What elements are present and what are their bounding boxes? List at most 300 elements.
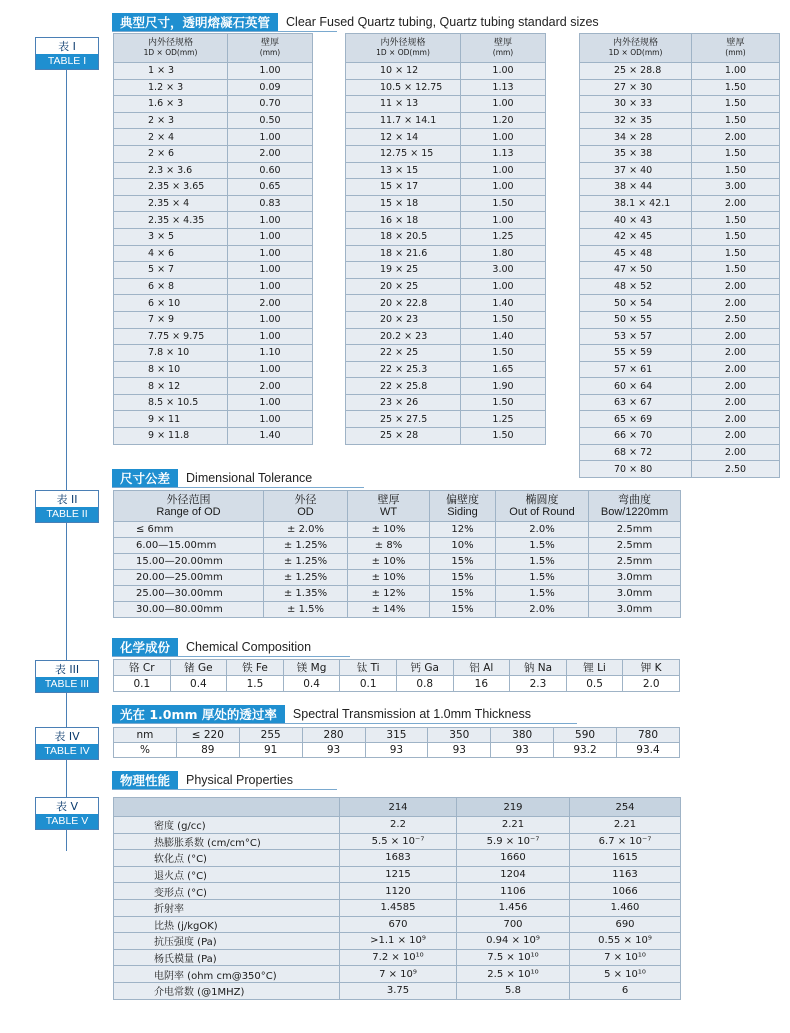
table-row xyxy=(114,212,313,229)
property-name-cell: 热膨胀系数 (cm/cm°C) xyxy=(114,833,340,850)
size-cell: 20.2 × 23 xyxy=(346,328,461,345)
wall-thickness-cell: 0.50 xyxy=(228,112,313,129)
size-cell: 10.5 × 12.75 xyxy=(346,79,461,96)
section-5-title-en: Physical Properties xyxy=(186,773,294,787)
section-5-title xyxy=(112,770,293,790)
table-row xyxy=(114,522,681,538)
section-5-underline xyxy=(112,789,337,790)
element-name-cell: 钾 K xyxy=(623,660,680,676)
size-cell: 23 × 26 xyxy=(346,394,461,411)
table-row xyxy=(580,394,780,411)
transmission-cell: 93.2 xyxy=(554,743,617,758)
size-cell: 7.8 × 10 xyxy=(114,345,228,362)
wall-thickness-cell: 1.50 xyxy=(692,162,780,179)
wall-thickness-cell: 2.00 xyxy=(692,428,780,445)
wall-thickness-cell: 1.90 xyxy=(461,378,546,395)
header-en: OD xyxy=(297,506,314,518)
wall-thickness-cell: 1.65 xyxy=(461,361,546,378)
wavelength-cell: 590 xyxy=(554,728,617,743)
badge-table-3 xyxy=(35,660,99,693)
property-value-cell: 1.456 xyxy=(457,899,570,916)
wall-thickness-cell: 2.00 xyxy=(692,411,780,428)
wall-thickness-cell: 1.13 xyxy=(461,79,546,96)
table-row xyxy=(346,311,546,328)
table-3-chemical xyxy=(113,659,680,692)
property-value-cell: 2.21 xyxy=(570,817,681,834)
element-value-cell: 0.1 xyxy=(114,676,171,692)
size-cell: 2 × 4 xyxy=(114,129,228,146)
table-row xyxy=(114,195,313,212)
tolerance-cell: 20.00—25.00mm xyxy=(114,570,264,586)
wall-thickness-cell: 1.50 xyxy=(692,96,780,113)
property-name-cell: 比热 (j/kgOK) xyxy=(114,916,340,933)
size-cell: 19 × 25 xyxy=(346,262,461,279)
table-row xyxy=(346,96,546,113)
wall-thickness-cell: 1.00 xyxy=(461,179,546,196)
table-row xyxy=(114,411,313,428)
wavelength-cell: 255 xyxy=(239,728,302,743)
element-name-cell: 铁 Fe xyxy=(227,660,284,676)
wall-thickness-cell: 1.00 xyxy=(228,328,313,345)
tolerance-cell: ± 1.25% xyxy=(264,554,348,570)
table-row xyxy=(580,278,780,295)
wall-thickness-cell: 0.09 xyxy=(228,79,313,96)
size-cell: 40 × 43 xyxy=(580,212,692,229)
size-cell: 15 × 18 xyxy=(346,195,461,212)
tolerance-header xyxy=(114,491,264,522)
property-value-cell: 7 × 10¹⁰ xyxy=(570,949,681,966)
property-name-cell: 电阴率 (ohm cm@350°C) xyxy=(114,966,340,983)
table-row xyxy=(346,195,546,212)
table-5-physical xyxy=(113,797,681,1000)
size-cell: 7.75 × 9.75 xyxy=(114,328,228,345)
table-row xyxy=(580,179,780,196)
wall-thickness-cell: 0.83 xyxy=(228,195,313,212)
table-row xyxy=(114,602,681,618)
table-row xyxy=(114,899,681,916)
tolerance-cell: ± 1.25% xyxy=(264,538,348,554)
property-value-cell: 5.5 × 10⁻⁷ xyxy=(340,833,457,850)
property-value-cell: 1.460 xyxy=(570,899,681,916)
property-value-cell: 5.8 xyxy=(457,982,570,999)
wall-thickness-cell: 1.00 xyxy=(228,212,313,229)
badge-table-3-cn: 表 III xyxy=(54,663,80,676)
transmission-cell: 93.4 xyxy=(617,743,680,758)
table-row xyxy=(346,262,546,279)
size-cell: 12 × 14 xyxy=(346,129,461,146)
element-name-cell: 钠 Na xyxy=(510,660,567,676)
badge-table-4 xyxy=(35,727,99,760)
size-cell: 2 × 6 xyxy=(114,145,228,162)
property-value-cell: 670 xyxy=(340,916,457,933)
table-row xyxy=(346,212,546,229)
size-cell: 12.75 × 15 xyxy=(346,145,461,162)
size-cell: 8.5 × 10.5 xyxy=(114,394,228,411)
size-cell: 1 × 3 xyxy=(114,63,228,80)
table-row xyxy=(346,145,546,162)
table-row xyxy=(114,966,681,983)
property-name-cell: 抗压强度 (Pa) xyxy=(114,933,340,950)
section-3-title-cn: 化学成份 xyxy=(112,638,178,657)
size-cell: 22 × 25.3 xyxy=(346,361,461,378)
table-row xyxy=(580,411,780,428)
table-row xyxy=(114,554,681,570)
tolerance-cell: ± 10% xyxy=(348,522,430,538)
wavelength-cell: 280 xyxy=(302,728,365,743)
badge-table-4-cn: 表 IV xyxy=(54,730,80,743)
wall-thickness-cell: 1.00 xyxy=(461,278,546,295)
badge-table-5-en: TABLE V xyxy=(36,814,98,829)
grade-header-cell: 219 xyxy=(457,798,570,817)
wall-thickness-cell: 1.40 xyxy=(461,295,546,312)
header-cn: 壁厚 xyxy=(377,493,400,506)
wall-thickness-cell: 1.50 xyxy=(461,345,546,362)
header-cn: 偏壁度 xyxy=(446,493,479,506)
wall-thickness-cell: 1.00 xyxy=(692,63,780,80)
tolerance-cell: 3.0mm xyxy=(589,586,681,602)
property-value-cell: 2.5 × 10¹⁰ xyxy=(457,966,570,983)
table-row xyxy=(346,245,546,262)
property-value-cell: 1066 xyxy=(570,883,681,900)
table-row xyxy=(114,145,313,162)
property-value-cell: 6 xyxy=(570,982,681,999)
wall-thickness-cell: 2.00 xyxy=(692,278,780,295)
property-value-cell: 1660 xyxy=(457,850,570,867)
table-row xyxy=(114,96,313,113)
tolerance-cell: 1.5% xyxy=(496,538,589,554)
wall-thickness-cell: 2.00 xyxy=(692,378,780,395)
size-cell: 66 × 70 xyxy=(580,428,692,445)
tolerance-cell: ± 1.25% xyxy=(264,570,348,586)
size-cell: 37 × 40 xyxy=(580,162,692,179)
table-row xyxy=(346,129,546,146)
tolerance-cell: 1.5% xyxy=(496,554,589,570)
element-name-cell: 锂 Li xyxy=(566,660,623,676)
tolerance-header xyxy=(430,491,496,522)
property-value-cell: 0.94 × 10⁹ xyxy=(457,933,570,950)
wall-thickness-cell: 1.50 xyxy=(692,212,780,229)
tolerance-cell: 12% xyxy=(430,522,496,538)
size-cell: 16 × 18 xyxy=(346,212,461,229)
table-row xyxy=(580,311,780,328)
element-value-cell: 2.3 xyxy=(510,676,567,692)
tolerance-header xyxy=(264,491,348,522)
table-row xyxy=(580,378,780,395)
wall-thickness-cell: 1.00 xyxy=(461,212,546,229)
size-cell: 7 × 9 xyxy=(114,311,228,328)
size-cell: 25 × 28.8 xyxy=(580,63,692,80)
size-cell: 63 × 67 xyxy=(580,394,692,411)
table-row xyxy=(346,112,546,129)
header-en: Bow/1220mm xyxy=(600,506,669,518)
wall-thickness-cell: 1.50 xyxy=(692,112,780,129)
tolerance-cell: ± 14% xyxy=(348,602,430,618)
table-row xyxy=(580,262,780,279)
table-row xyxy=(346,345,546,362)
property-value-cell: 700 xyxy=(457,916,570,933)
size-cell: 11.7 × 14.1 xyxy=(346,112,461,129)
wall-thickness-cell: 2.00 xyxy=(692,361,780,378)
wall-thickness-cell: 1.20 xyxy=(461,112,546,129)
size-cell: 18 × 21.6 xyxy=(346,245,461,262)
property-name-cell: 介电常数 (@1MHZ) xyxy=(114,982,340,999)
wavelength-cell: nm xyxy=(114,728,177,743)
size-cell: 20 × 22.8 xyxy=(346,295,461,312)
table-row xyxy=(114,949,681,966)
table-row xyxy=(346,179,546,196)
transmission-cell: % xyxy=(114,743,177,758)
tolerance-header xyxy=(496,491,589,522)
size-cell: 57 × 61 xyxy=(580,361,692,378)
property-name-cell: 退火点 (°C) xyxy=(114,866,340,883)
transmission-cell: 93 xyxy=(491,743,554,758)
table-row xyxy=(580,295,780,312)
table-row xyxy=(346,228,546,245)
wall-thickness-cell: 1.00 xyxy=(228,394,313,411)
size-cell: 10 × 12 xyxy=(346,63,461,80)
table-row xyxy=(346,63,546,80)
wall-thickness-cell: 1.13 xyxy=(461,145,546,162)
wall-thickness-cell: 2.00 xyxy=(692,195,780,212)
tolerance-cell: 30.00—80.00mm xyxy=(114,602,264,618)
table-row xyxy=(580,63,780,80)
table-row xyxy=(580,212,780,229)
size-cell: 20 × 23 xyxy=(346,311,461,328)
property-value-cell: 7.2 × 10¹⁰ xyxy=(340,949,457,966)
section-4-title xyxy=(112,704,531,724)
wall-thickness-cell: 0.60 xyxy=(228,162,313,179)
property-value-cell: >1.1 × 10⁹ xyxy=(340,933,457,950)
tolerance-cell: 25.00—30.00mm xyxy=(114,586,264,602)
tolerance-cell: 1.5% xyxy=(496,586,589,602)
section-4-underline xyxy=(112,723,577,724)
wall-thickness-cell: 2.50 xyxy=(692,461,780,478)
table-row xyxy=(114,428,313,445)
table-row xyxy=(114,179,313,196)
property-value-cell: 1683 xyxy=(340,850,457,867)
tolerance-cell: 2.0% xyxy=(496,602,589,618)
size-cell: 20 × 25 xyxy=(346,278,461,295)
size-cell: 50 × 54 xyxy=(580,295,692,312)
size-cell: 2.35 × 3.65 xyxy=(114,179,228,196)
badge-table-5 xyxy=(35,797,99,830)
property-value-cell: 1163 xyxy=(570,866,681,883)
property-value-cell: 3.75 xyxy=(340,982,457,999)
wall-thickness-cell: 1.50 xyxy=(461,311,546,328)
wall-thickness-cell: 1.50 xyxy=(461,394,546,411)
badge-table-3-en: TABLE III xyxy=(36,677,98,692)
wavelength-cell: 780 xyxy=(617,728,680,743)
size-cell: 15 × 17 xyxy=(346,179,461,196)
table-1-column-2 xyxy=(345,33,546,445)
wall-thickness-cell: 2.50 xyxy=(692,311,780,328)
wall-thickness-cell: 1.10 xyxy=(228,345,313,362)
transmission-cell: 91 xyxy=(239,743,302,758)
element-name-cell: 铝 Al xyxy=(453,660,510,676)
table-row xyxy=(114,883,681,900)
property-value-cell: 1204 xyxy=(457,866,570,883)
table-row xyxy=(346,295,546,312)
section-2-underline xyxy=(112,487,364,488)
section-1-title-cn: 典型尺寸，透明熔凝石英管 xyxy=(112,13,278,32)
badge-table-1-cn: 表 I xyxy=(58,40,76,53)
tolerance-header xyxy=(348,491,430,522)
tolerance-cell: ± 12% xyxy=(348,586,430,602)
wall-thickness-cell: 1.00 xyxy=(228,245,313,262)
wavelength-cell: 315 xyxy=(365,728,428,743)
size-cell: 2.35 × 4 xyxy=(114,195,228,212)
tolerance-cell: 15% xyxy=(430,554,496,570)
wavelength-cell: ≤ 220 xyxy=(176,728,239,743)
wall-thickness-cell: 1.00 xyxy=(228,262,313,279)
element-value-cell: 2.0 xyxy=(623,676,680,692)
table-row xyxy=(114,162,313,179)
wall-thickness-cell: 2.00 xyxy=(692,394,780,411)
wall-thickness-cell: 1.50 xyxy=(461,195,546,212)
wall-thickness-cell: 1.25 xyxy=(461,411,546,428)
table-row xyxy=(114,228,313,245)
wall-thickness-cell: 2.00 xyxy=(228,145,313,162)
section-1-underline xyxy=(112,31,337,32)
wall-thickness-cell: 1.80 xyxy=(461,245,546,262)
size-cell: 53 × 57 xyxy=(580,328,692,345)
section-3-underline xyxy=(112,656,350,657)
table-row xyxy=(114,570,681,586)
wall-thickness-cell: 2.00 xyxy=(228,295,313,312)
property-value-cell: 7 × 10⁹ xyxy=(340,966,457,983)
table-row xyxy=(114,361,313,378)
tolerance-cell: 2.5mm xyxy=(589,522,681,538)
wall-thickness-cell: 2.00 xyxy=(692,345,780,362)
table-row xyxy=(346,278,546,295)
tolerance-cell: 6.00—15.00mm xyxy=(114,538,264,554)
wall-thickness-cell: 1.50 xyxy=(692,245,780,262)
table-row xyxy=(114,933,681,950)
property-header-cell xyxy=(114,798,340,817)
tolerance-cell: 3.0mm xyxy=(589,570,681,586)
table-row xyxy=(114,63,313,80)
element-name-cell: 钛 Ti xyxy=(340,660,397,676)
table-row xyxy=(114,311,313,328)
badge-table-2-en: TABLE II xyxy=(36,507,98,522)
badge-table-5-cn: 表 V xyxy=(55,800,79,813)
section-1-title-en: Clear Fused Quartz tubing, Quartz tubing standard sizes xyxy=(286,15,599,29)
table-row xyxy=(346,394,546,411)
wall-thickness-cell: 1.00 xyxy=(461,96,546,113)
grade-header-cell: 254 xyxy=(570,798,681,817)
size-cell: 1.6 × 3 xyxy=(114,96,228,113)
table-row xyxy=(580,461,780,478)
header-cn: 外径范围 xyxy=(166,493,211,506)
size-cell: 38 × 44 xyxy=(580,179,692,196)
wall-thickness-cell: 1.00 xyxy=(228,129,313,146)
table-row xyxy=(580,162,780,179)
size-cell: 6 × 8 xyxy=(114,278,228,295)
wall-thickness-cell: 1.40 xyxy=(461,328,546,345)
table-1-column-3 xyxy=(579,33,780,478)
wall-thickness-cell: 1.00 xyxy=(461,129,546,146)
header-en: Range of OD xyxy=(156,506,221,518)
table-row xyxy=(346,428,546,445)
element-value-cell: 0.4 xyxy=(170,676,227,692)
element-value-cell: 16 xyxy=(453,676,510,692)
table-1-col-2-wall-header: 壁厚 (mm) xyxy=(461,34,546,63)
tolerance-cell: 2.0% xyxy=(496,522,589,538)
size-cell: 5 × 7 xyxy=(114,262,228,279)
section-4-title-cn: 光在 1.0mm 厚处的透过率 xyxy=(112,705,285,724)
section-4-title-en: Spectral Transmission at 1.0mm Thickness xyxy=(292,707,531,721)
wall-thickness-cell: 1.50 xyxy=(692,262,780,279)
wall-thickness-cell: 3.00 xyxy=(692,179,780,196)
size-cell: 70 × 80 xyxy=(580,461,692,478)
table-row xyxy=(580,428,780,445)
size-cell: 8 × 10 xyxy=(114,361,228,378)
size-cell: 32 × 35 xyxy=(580,112,692,129)
table-row xyxy=(114,833,681,850)
wall-thickness-cell: 0.65 xyxy=(228,179,313,196)
size-cell: 55 × 59 xyxy=(580,345,692,362)
wavelength-cell: 350 xyxy=(428,728,491,743)
size-cell: 3 × 5 xyxy=(114,228,228,245)
table-1-col-1-wall-header: 壁厚 (mm) xyxy=(228,34,313,63)
size-cell: 13 × 15 xyxy=(346,162,461,179)
size-cell: 2 × 3 xyxy=(114,112,228,129)
table-1-column-1 xyxy=(113,33,313,445)
header-en: WT xyxy=(379,506,398,518)
wall-thickness-cell: 1.00 xyxy=(228,228,313,245)
table-row xyxy=(114,394,313,411)
size-cell: 8 × 12 xyxy=(114,378,228,395)
header-en: Out of Round xyxy=(509,506,575,518)
header-en: Siding xyxy=(447,506,478,518)
badge-table-1 xyxy=(35,37,99,70)
wall-thickness-cell: 2.00 xyxy=(692,295,780,312)
element-value-cell: 0.4 xyxy=(283,676,340,692)
size-cell: 2.35 × 4.35 xyxy=(114,212,228,229)
element-value-cell: 0.5 xyxy=(566,676,623,692)
table-row xyxy=(114,982,681,999)
tolerance-cell: 2.5mm xyxy=(589,554,681,570)
property-value-cell: 5 × 10¹⁰ xyxy=(570,966,681,983)
wall-thickness-cell: 1.00 xyxy=(461,162,546,179)
table-row xyxy=(346,411,546,428)
property-value-cell: 690 xyxy=(570,916,681,933)
table-row xyxy=(114,866,681,883)
size-cell: 68 × 72 xyxy=(580,444,692,461)
size-cell: 60 × 64 xyxy=(580,378,692,395)
table-1-col-3-size-header: 内外径规格 1D × OD(mm) xyxy=(580,34,692,63)
table-row xyxy=(580,195,780,212)
wall-thickness-cell: 1.00 xyxy=(228,361,313,378)
wall-thickness-cell: 1.50 xyxy=(692,228,780,245)
table-row xyxy=(114,129,313,146)
size-cell: 11 × 13 xyxy=(346,96,461,113)
transmission-cell: 93 xyxy=(365,743,428,758)
size-cell: 9 × 11.8 xyxy=(114,428,228,445)
table-1-col-2-size-header: 内外径规格 1D × OD(mm) xyxy=(346,34,461,63)
size-cell: 50 × 55 xyxy=(580,311,692,328)
section-1-title xyxy=(112,12,599,32)
wall-thickness-cell: 1.50 xyxy=(461,428,546,445)
table-row xyxy=(346,79,546,96)
property-value-cell: 7.5 × 10¹⁰ xyxy=(457,949,570,966)
size-cell: 25 × 27.5 xyxy=(346,411,461,428)
size-cell: 9 × 11 xyxy=(114,411,228,428)
wall-thickness-cell: 1.00 xyxy=(228,411,313,428)
table-row xyxy=(114,262,313,279)
tolerance-cell: ± 1.5% xyxy=(264,602,348,618)
table-row xyxy=(580,96,780,113)
